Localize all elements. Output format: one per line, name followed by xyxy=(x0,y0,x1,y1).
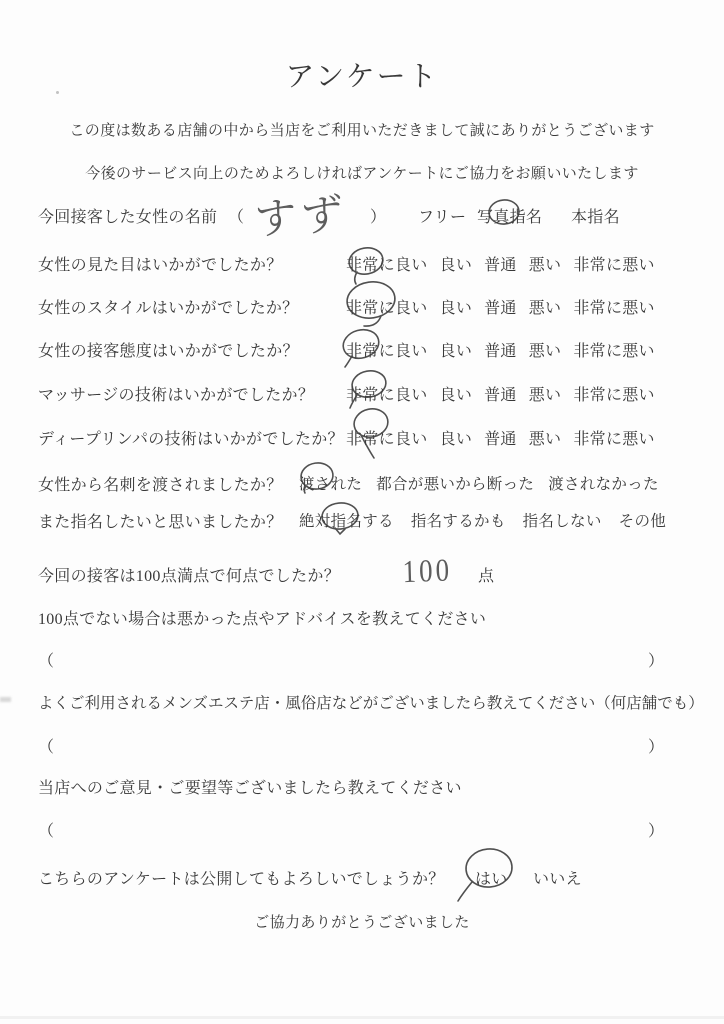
answer-open-paren: （ xyxy=(38,739,55,756)
name-question-label: 今回接客した女性の名前 xyxy=(38,209,218,226)
rating-row-service-attitude xyxy=(38,338,724,362)
feedback-question-row xyxy=(38,775,724,799)
rating-option-good: 良い xyxy=(439,343,473,360)
rating-options xyxy=(346,338,655,361)
publish-question-label: こちらのアンケートは公開してもよろしいでしょうか？ xyxy=(38,871,445,888)
scan-artifact-dot xyxy=(56,91,59,94)
score-question-row xyxy=(38,563,724,587)
other-shops-question-row xyxy=(38,691,724,715)
other-shops-answer-row xyxy=(38,734,724,758)
feedback-answer-row xyxy=(38,818,724,842)
business-card-question-label: 女性から名刺を渡されましたか？ xyxy=(38,477,283,494)
rating-option-very-good: 非常に良い xyxy=(346,431,428,448)
handwritten-name: すず xyxy=(254,191,347,245)
rating-option-very-bad: 非常に悪い xyxy=(573,343,655,360)
rating-question-label: 女性の接客態度はいかがでしたか？ xyxy=(38,343,299,360)
rating-option-very-good: 非常に良い xyxy=(346,300,428,317)
thanks-line: ご協力ありがとうございました xyxy=(254,915,470,931)
rating-row-style xyxy=(38,295,724,319)
business-card-question-row xyxy=(38,472,724,496)
rating-option-normal: 普通 xyxy=(484,343,517,360)
score-question-label: 今回の接客は100点満点で何点でしたか？ xyxy=(38,568,341,585)
publish-option-yes: はい xyxy=(475,871,508,888)
rating-row-massage-skill xyxy=(38,382,724,406)
rating-option-normal: 普通 xyxy=(484,387,517,404)
card-option-declined: 都合が悪いから断った xyxy=(376,476,535,493)
intro-line-2: 今後のサービス向上のためよろしければアンケートにご協力をお願いいたします xyxy=(85,166,639,182)
rating-option-bad: 悪い xyxy=(528,431,562,448)
answer-close-paren: ） xyxy=(648,739,665,756)
answer-open-paren: （ xyxy=(38,653,55,670)
rating-options xyxy=(346,252,655,275)
rating-option-good: 良い xyxy=(439,300,473,317)
scan-artifact-smudge xyxy=(0,697,11,702)
rating-question-label: マッサージの技術はいかがでしたか？ xyxy=(38,387,315,404)
rating-row-deep-lymph-skill xyxy=(38,426,724,450)
advice-question-label: 100点でない場合は悪かった点やアドバイスを教えてください xyxy=(38,611,487,628)
rating-option-very-bad: 非常に悪い xyxy=(573,431,655,448)
repeat-option-maybe: 指名するかも xyxy=(410,513,506,530)
rating-option-good: 良い xyxy=(439,257,473,274)
name-option-free: フリー xyxy=(418,209,467,226)
answer-close-paren: ） xyxy=(648,823,665,840)
name-question-row xyxy=(38,204,724,228)
rating-option-very-good: 非常に良い xyxy=(346,343,428,360)
publish-option-no: いいえ xyxy=(533,871,582,888)
repeat-question-label: また指名したいと思いましたか？ xyxy=(38,514,283,531)
feedback-question-label: 当店へのご意見・ご要望等ございましたら教えてください xyxy=(38,780,462,797)
other-shops-question-label: よくご利用されるメンズエステ店・風俗店などがございましたら教えてください（何店舗でも） xyxy=(38,695,704,712)
rating-option-normal: 普通 xyxy=(484,431,517,448)
name-option-regular-nomination: 本指名 xyxy=(571,209,620,226)
publish-question-row xyxy=(38,866,724,890)
scan-edge-strip xyxy=(0,1016,724,1019)
name-option-photo-nomination: 写真指名 xyxy=(477,209,543,226)
repeat-option-other: その他 xyxy=(618,513,667,530)
rating-option-very-bad: 非常に悪い xyxy=(573,387,655,404)
rating-question-label: 女性の見た目はいかがでしたか？ xyxy=(38,257,283,274)
card-option-not-received: 渡されなかった xyxy=(548,476,659,493)
rating-option-normal: 普通 xyxy=(484,300,517,317)
name-open-paren: （ xyxy=(228,209,245,226)
repeat-option-definitely: 絶対指名する xyxy=(299,513,394,530)
rating-option-good: 良い xyxy=(439,387,473,404)
rating-options xyxy=(346,426,655,449)
repeat-option-no: 指名しない xyxy=(522,513,602,530)
answer-close-paren: ） xyxy=(648,653,665,670)
advice-question-row xyxy=(38,606,724,630)
rating-row-looks xyxy=(38,252,724,276)
rating-option-very-bad: 非常に悪い xyxy=(573,300,655,317)
rating-question-label: 女性のスタイルはいかがでしたか？ xyxy=(38,300,299,317)
rating-options xyxy=(346,295,655,318)
advice-answer-row xyxy=(38,648,724,672)
rating-question-label: ディープリンパの技術はいかがでしたか？ xyxy=(38,431,344,448)
page-title: アンケート xyxy=(285,61,439,93)
rating-option-bad: 悪い xyxy=(528,387,562,404)
rating-option-bad: 悪い xyxy=(528,300,562,317)
rating-option-very-good: 非常に良い xyxy=(346,387,428,404)
score-unit-label: 点 xyxy=(478,568,495,585)
card-option-received: 渡された xyxy=(299,476,363,493)
rating-option-very-good: 非常に良い xyxy=(346,257,428,274)
intro-line-1: この度は数ある店舗の中から当店をご利用いただきまして誠にありがとうございます xyxy=(69,123,655,139)
rating-option-normal: 普通 xyxy=(484,257,517,274)
rating-option-good: 良い xyxy=(439,431,473,448)
answer-open-paren: （ xyxy=(38,823,55,840)
business-card-options xyxy=(299,472,659,494)
rating-option-bad: 悪い xyxy=(528,257,562,274)
repeat-question-row xyxy=(38,509,724,533)
rating-option-bad: 悪い xyxy=(528,343,562,360)
name-close-paren: ） xyxy=(370,209,387,226)
handwritten-score: 100 xyxy=(402,551,453,590)
repeat-options xyxy=(299,509,666,531)
rating-options xyxy=(346,382,655,405)
rating-option-very-bad: 非常に悪い xyxy=(573,257,655,274)
